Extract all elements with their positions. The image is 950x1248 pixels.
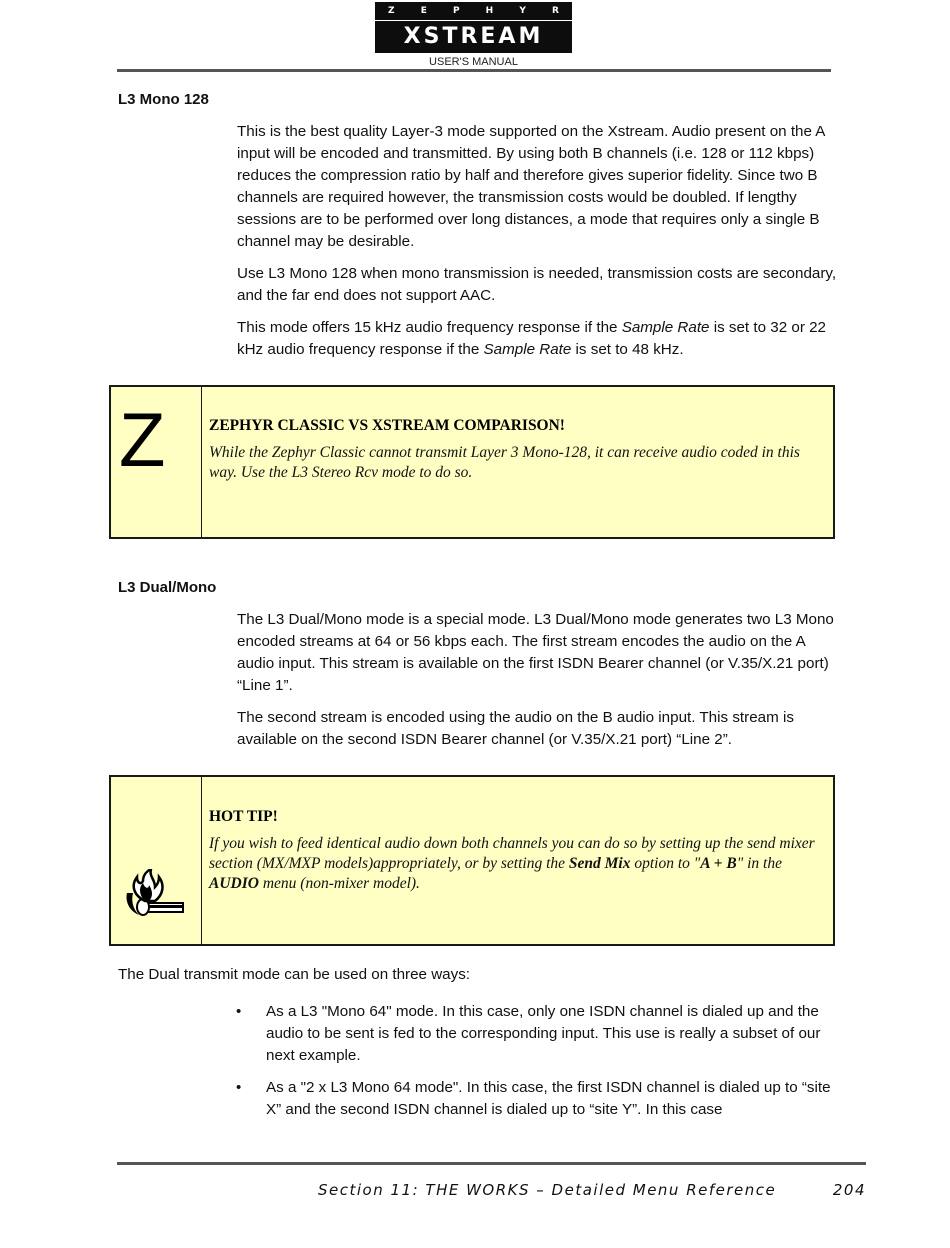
body-paragraph: Use L3 Mono 128 when mono transmission is needed, transmission costs are secondary, and the far end does not support AAC. [237, 265, 837, 304]
comparison-note-box [109, 385, 835, 539]
hot-tip-flame-icon [123, 869, 185, 925]
note-title: HOT TIP! [209, 808, 278, 825]
text-run: This mode offers 15 kHz audio frequency response if the [237, 319, 622, 336]
bullet-item: As a "2 x L3 Mono 64 mode". In this case, the first ISDN channel is dialed up to “site X” and the second ISDN channel is dialed up to “site Y”. In this case [266, 1079, 831, 1118]
logo-letter: P [452, 6, 460, 16]
logo-xstream-wordmark: XSTREAM [403, 24, 544, 49]
page-number: 204 [832, 1181, 866, 1199]
body-paragraph: The second stream is encoded using the audio on the B audio input. This stream is available on the second ISDN Bearer channel (or V.35/X.21 port) “Line 2”. [237, 709, 794, 748]
text-run: option to " [630, 855, 701, 872]
bullet-item: As a L3 "Mono 64" mode. In this case, only one ISDN channel is dialed up and the audio to be sent is fed to the corresponding input. This use is really a subset of our next example. [266, 1003, 821, 1064]
a-plus-b-term: A + B [700, 855, 737, 872]
logo-divider [375, 20, 572, 21]
section-heading-l3-mono-128: L3 Mono 128 [118, 91, 209, 108]
note-body: While the Zephyr Classic cannot transmit Layer 3 Mono-128, it can receive audio coded in this way. Use the L3 Stereo Rcv mode to do so. [209, 444, 800, 481]
page-footer [318, 1181, 866, 1199]
logo-letter: H [485, 6, 494, 16]
text-run: " in the [736, 855, 782, 872]
body-paragraph-sample-rate [237, 317, 837, 361]
logo-letter: E [420, 6, 427, 16]
hot-tip-note-box [109, 775, 835, 946]
bullet-marker: • [236, 1079, 242, 1096]
header-rule [117, 69, 831, 72]
text-run: menu (non-mixer model). [258, 875, 420, 892]
zephyr-xstream-logo [375, 2, 572, 53]
note-title: ZEPHYR CLASSIC VS XSTREAM COMPARISON! [209, 417, 565, 434]
footer-rule [117, 1162, 866, 1165]
body-paragraph: The L3 Dual/Mono mode is a special mode. L3 Dual/Mono mode generates two L3 Mono encoded streams at 64 or 56 kbps each. The first stream encodes the audio on the A audio input. This stream is available on the first ISDN Bearer channel (or V.35/X.21 port) “Line 1”. [237, 611, 834, 694]
logo-zephyr-letters [375, 4, 572, 18]
logo-letter: R [551, 6, 559, 16]
logo-letter: Z [388, 6, 395, 16]
dual-transmit-intro: The Dual transmit mode can be used on three ways: [118, 966, 471, 983]
bullet-marker: • [236, 1003, 242, 1020]
note-body [209, 834, 819, 894]
note-icon-cell [111, 777, 202, 944]
send-mix-term: Send Mix [568, 855, 631, 872]
audio-menu-term: AUDIO [209, 875, 259, 892]
text-run: is set to 32 or 22 kHz audio frequency response if the [237, 319, 826, 358]
body-paragraph: This is the best quality Layer-3 mode supported on the Xstream. Audio present on the A input will be encoded and transmitted. By using both B channels (i.e. 128 or 112 kbps) reduces the compression ratio by half and therefore gives superior fidelity. Since two B channels are required however, the transmission costs would be doubled. If lengthy sessions are to be performed over long distances, a mode that requires only a single B channel may be desirable. [237, 123, 825, 250]
zephyr-z-icon: Z [119, 398, 166, 483]
text-run: If you wish to feed identical audio down both channels you can do so by setting up the send mixer section (MX/MXP models)appropriately, or by setting the [209, 835, 815, 872]
note-icon-cell [111, 387, 202, 537]
section-heading-l3-dual-mono: L3 Dual/Mono [118, 579, 217, 596]
sample-rate-term: Sample Rate [621, 319, 710, 336]
users-manual-label: USER'S MANUAL [429, 56, 518, 68]
footer-section-title: Section 11: THE WORKS – Detailed Menu Reference [318, 1181, 777, 1199]
sample-rate-term: Sample Rate [483, 341, 572, 358]
logo-letter: Y [519, 6, 526, 16]
text-run: is set to 48 kHz. [571, 341, 684, 358]
